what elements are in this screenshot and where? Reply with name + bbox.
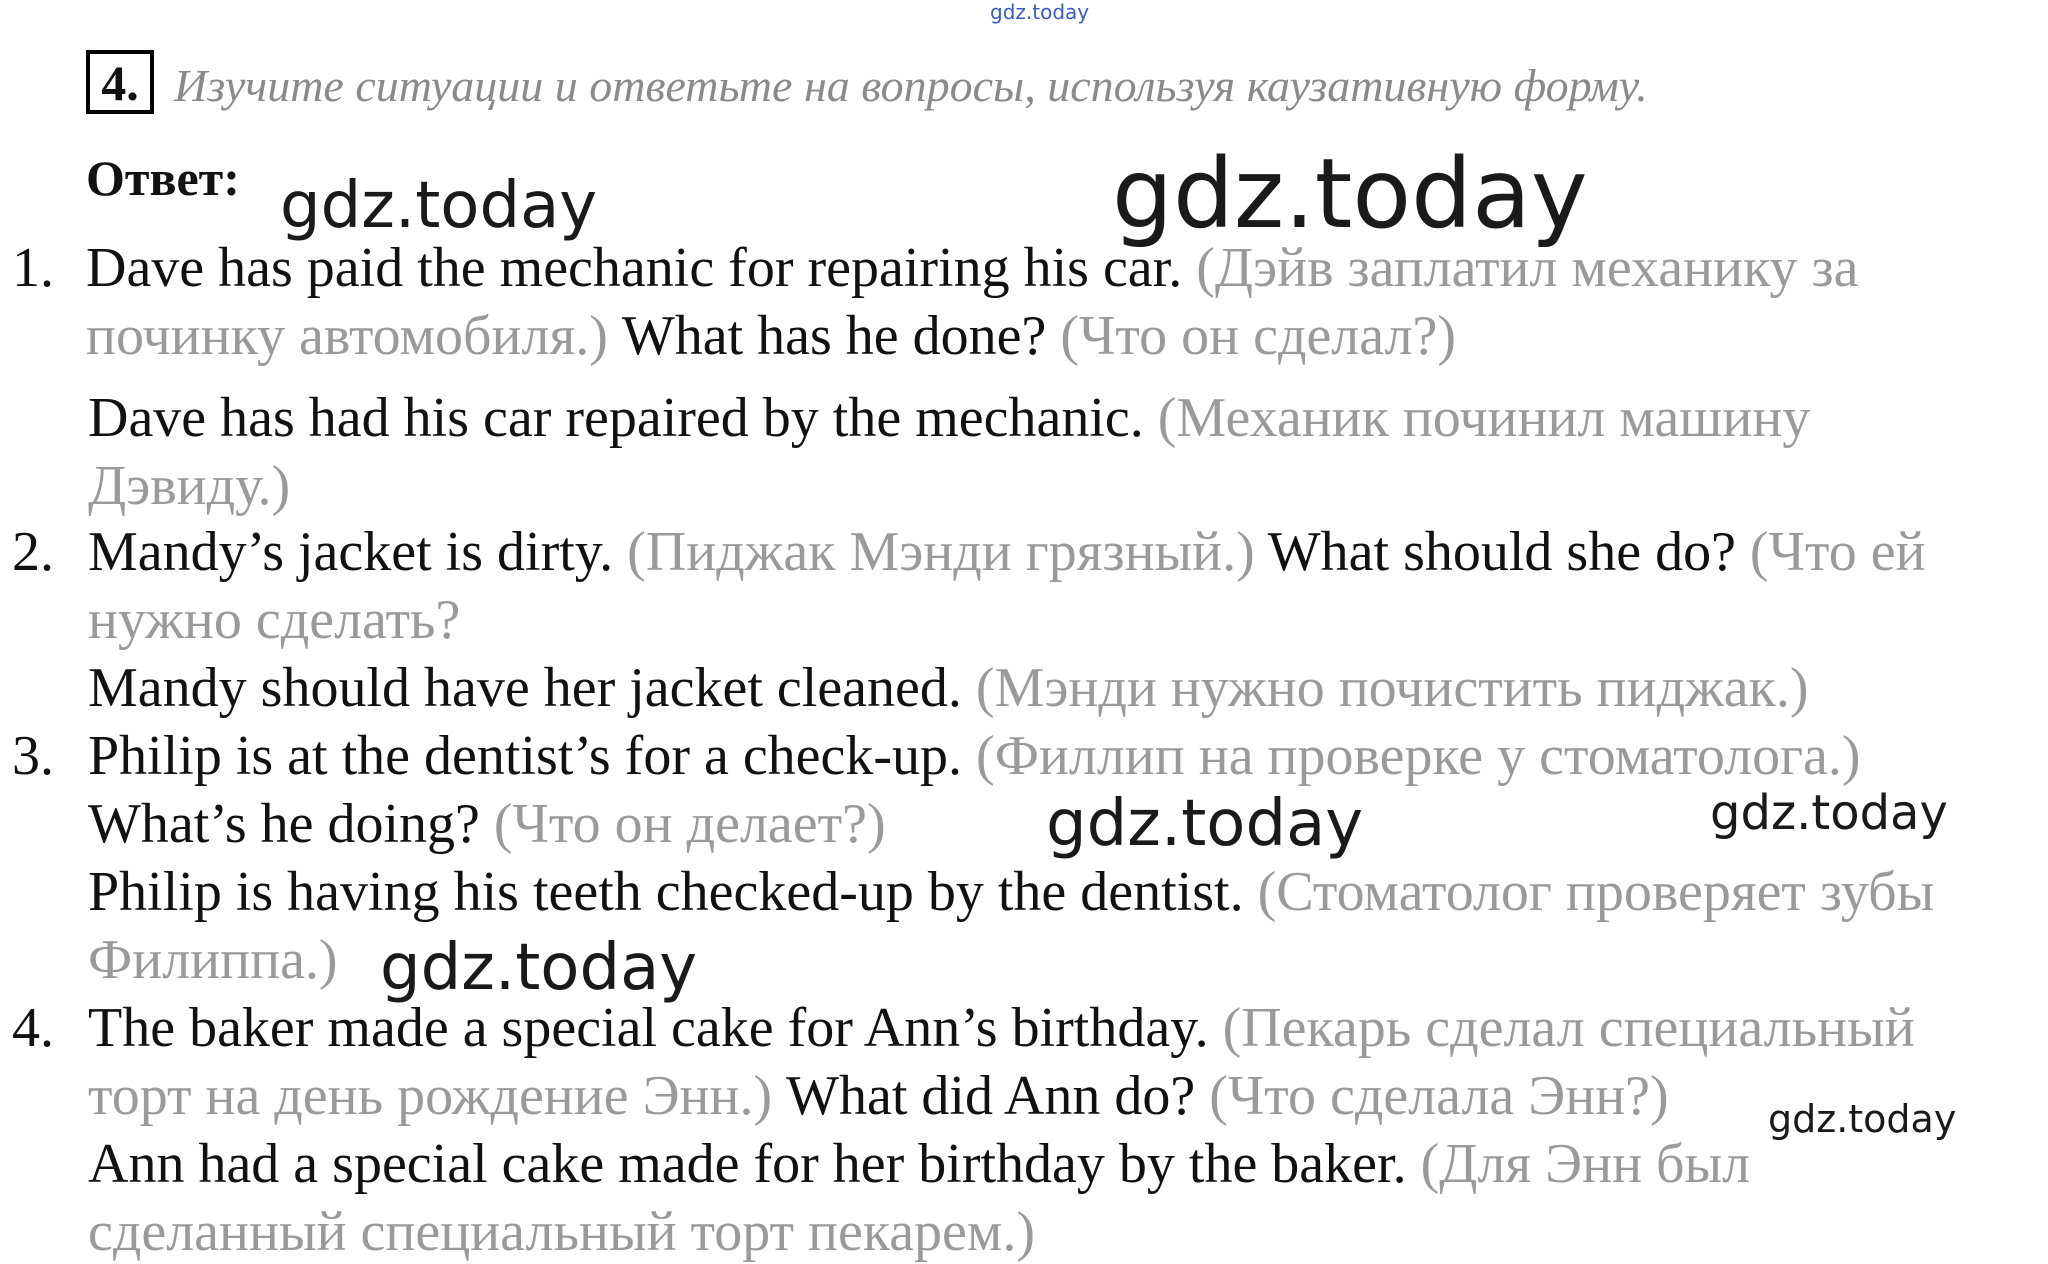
answer-text: Philip is having his teeth checked-up by the dentist.: [88, 861, 1244, 923]
answer-text: Ann had a special cake made for her birthday by the baker.: [88, 1133, 1407, 1195]
watermark: gdz.today: [1768, 1097, 1957, 1141]
question-translation: (Что сделала Энн?): [1209, 1065, 1669, 1127]
item-number: 1.: [12, 237, 54, 299]
question-translation: (Что ей: [1749, 521, 1926, 583]
watermark: gdz.today: [1710, 785, 1948, 841]
answer-translation: (Стоматолог проверяет зубы: [1257, 861, 1935, 923]
item-line: [88, 996, 1915, 1060]
answer-line: [88, 928, 338, 992]
answer-text: Mandy should have her jacket cleaned.: [88, 657, 962, 719]
answer-line: [88, 454, 290, 518]
situation-text: Philip is at the dentist’s for a check-up.: [88, 725, 963, 787]
question-text: What has he done?: [621, 305, 1047, 367]
item-line: [88, 724, 1861, 788]
task-instruction: Изучите ситуации и ответьте на вопросы, используя каузативную форму.: [174, 60, 1648, 111]
situation-translation: починку автомобиля.): [86, 305, 608, 367]
answer-label: Ответ:: [86, 150, 240, 206]
item-number: 3.: [12, 725, 54, 787]
item-line: [88, 1064, 1669, 1128]
answer-line: [88, 1200, 1035, 1264]
answer-line: [88, 860, 1934, 924]
answer-line: [88, 656, 1808, 720]
answer-text: Dave has had his car repaired by the mechanic.: [88, 387, 1144, 449]
item-number: 4.: [12, 997, 54, 1059]
answer-translation: Дэвиду.): [88, 455, 291, 517]
answer-line: [88, 1132, 1750, 1196]
answer-translation: (Механик починил машину: [1157, 387, 1811, 449]
question-text: What’s he doing?: [88, 793, 480, 855]
item-line: [86, 304, 1456, 368]
situation-text: The baker made a special cake for Ann’s birthday.: [88, 997, 1209, 1059]
watermark: gdz.today: [380, 931, 698, 1005]
question-text: What should she do?: [1267, 521, 1736, 583]
situation-translation: (Филлип на проверке у стоматолога.): [976, 725, 1861, 787]
answer-translation: Филиппа.): [88, 929, 338, 991]
watermark: gdz.today: [1112, 138, 1588, 250]
situation-text: Dave has paid the mechanic for repairing his car.: [86, 237, 1183, 299]
item-line: [88, 520, 1926, 584]
watermark: gdz.today: [280, 169, 598, 243]
situation-translation: (Пиджак Мэнди грязный.): [627, 521, 1255, 583]
watermark: gdz.today: [1046, 787, 1364, 861]
answer-line: [88, 386, 1810, 450]
question-text: What did Ann do?: [786, 1065, 1196, 1127]
question-translation: (Что он сделал?): [1060, 305, 1457, 367]
item-line: [88, 792, 886, 856]
top-watermark: gdz.today: [990, 0, 1090, 24]
item-line: [88, 588, 460, 652]
item-number: 2.: [12, 521, 54, 583]
situation-translation: (Дэйв заплатил механику за: [1196, 237, 1859, 299]
question-translation: нужно сделать?: [88, 589, 461, 651]
task-number-box: 4.: [86, 50, 154, 114]
item-line: [86, 236, 1858, 300]
answer-translation: сделанный специальный торт пекарем.): [88, 1201, 1035, 1263]
situation-translation: (Пекарь сделал специальный: [1222, 997, 1915, 1059]
answer-translation: (Для Энн был: [1420, 1133, 1751, 1195]
answer-translation: (Мэнди нужно почистить пиджак.): [975, 657, 1809, 719]
situation-text: Mandy’s jacket is dirty.: [88, 521, 614, 583]
situation-translation: торт на день рождение Энн.): [88, 1065, 773, 1127]
question-translation: (Что он делает?): [493, 793, 886, 855]
